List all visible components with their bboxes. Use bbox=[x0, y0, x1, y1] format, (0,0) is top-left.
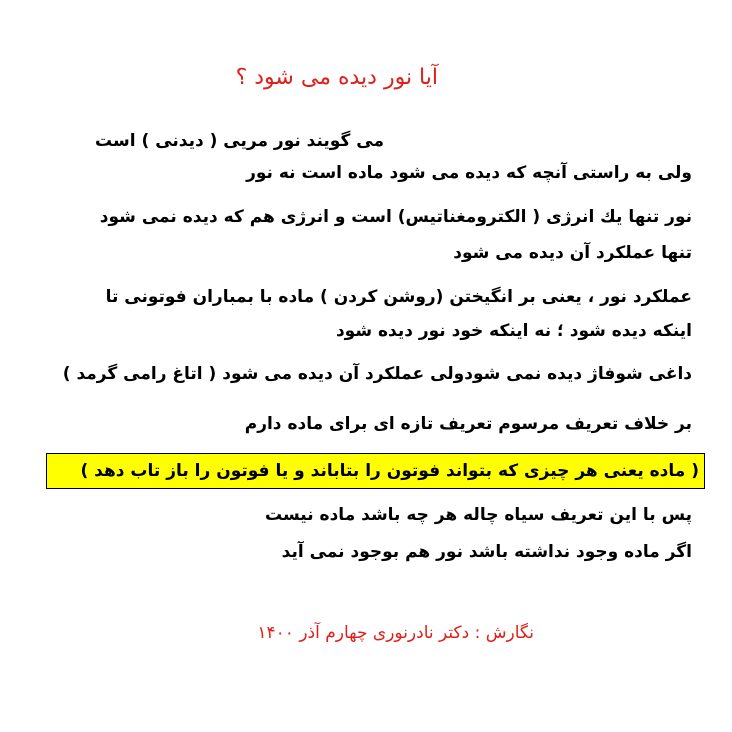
author-signature: نگارش : دکتر نادرنوری چهارم آذر ۱۴۰۰ bbox=[257, 623, 534, 643]
page-title: آیا نور دیده می شود ؟ bbox=[235, 65, 438, 90]
text-line-6: اینکه دیده شود ؛ نه اینکه خود نور دیده شود bbox=[335, 321, 692, 341]
text-line-7: داغی شوفاژ دیده نمی شودولی عملکرد آن دیده می شود ( اتاغ رامی گرمد ) bbox=[62, 364, 692, 384]
text-line-5: عملکرد نور ، یعنی بر انگیختن (روشن کردن ) ماده با بمباران فوتونی تا bbox=[105, 287, 692, 307]
text-line-4: تنها عملکرد آن دیده می شود bbox=[453, 243, 692, 263]
text-line-3: نور تنها یك انرژی ( الكترومغناتیس) است و انرژی هم که دیده نمی شود bbox=[99, 207, 692, 227]
text-line-11: اگر ماده وجود نداشته باشد نور هم بوجود نمی آید bbox=[281, 542, 692, 562]
text-line-8: بر خلاف تعریف مرسوم تعریف تازه ای برای ماده دارم bbox=[244, 414, 692, 434]
text-line-1: می گویند نور مریی ( دیدنی ) است bbox=[95, 131, 384, 151]
text-line-10: پس با این تعریف سیاه چاله هر چه باشد ماده نیست bbox=[265, 505, 692, 525]
text-line-2: ولی به راستی آنچه که دیده می شود ماده است نه نور bbox=[246, 163, 692, 183]
definition-line: ( ماده یعنی هر چیزی که بتواند فوتون را بتاباند و یا فوتون را باز تاب دهد ) bbox=[80, 461, 699, 481]
